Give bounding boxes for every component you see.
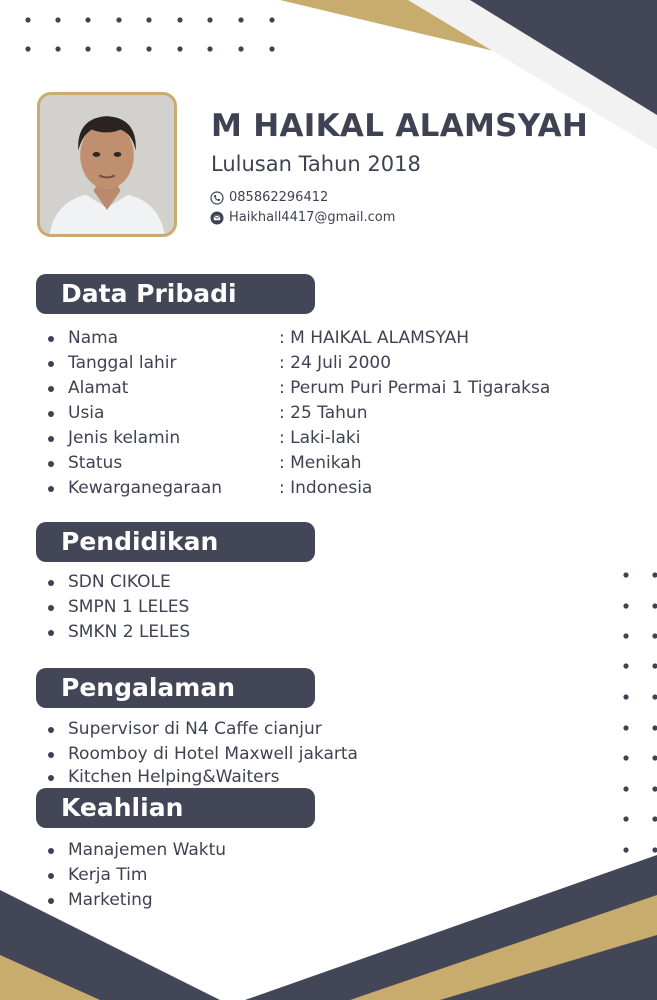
list-item: Manajemen Waktu [45,838,226,863]
row-label: Status [68,453,123,473]
profile-photo [37,92,177,237]
personal-data-row [45,476,550,501]
section-header-data-pribadi: Data Pribadi [36,274,315,314]
section-header-keahlian: Keahlian [36,788,315,828]
row-label: Kewarganegaraan [68,478,223,498]
phone-icon [210,191,224,205]
list-item: SDN CIKOLE [45,570,190,595]
list-item: Kerja Tim [45,863,226,888]
contact-phone [210,190,328,205]
personal-data-row [45,401,550,426]
row-value: : 25 Tahun [279,403,368,423]
row-label: Nama [68,328,119,348]
experience-list [45,717,358,787]
full-name: M HAIKAL ALAMSYAH [211,108,589,144]
row-label: Tanggal lahir [68,353,177,373]
row-value: : Laki-laki [279,428,361,448]
section-header-pendidikan: Pendidikan [36,522,315,562]
personal-data-row [45,351,550,376]
row-value: : Indonesia [279,478,373,498]
personal-data-list [45,326,550,501]
list-item: SMPN 1 LELES [45,595,190,620]
personal-data-row [45,426,550,451]
section-header-pengalaman: Pengalaman [36,668,315,708]
row-value: : M HAIKAL ALAMSYAH [279,328,470,348]
graduation-subtitle: Lulusan Tahun 2018 [211,152,421,176]
list-item: Kitchen Helping&Waiters [45,767,358,787]
personal-data-row [45,451,550,476]
list-item: Supervisor di N4 Caffe cianjur [45,717,358,742]
list-item: Marketing [45,888,226,913]
row-value: : Perum Puri Permai 1 Tigaraksa [279,378,551,398]
row-label: Jenis kelamin [68,428,181,448]
email-address[interactable]: Haikhall4417@gmail.com [229,210,396,225]
skills-list [45,838,226,913]
list-item: SMKN 2 LELES [45,620,190,645]
row-value: : Menikah [279,453,362,473]
row-value: : 24 Juli 2000 [279,353,392,373]
list-item: Roomboy di Hotel Maxwell jakarta [45,742,358,767]
education-list [45,570,190,645]
row-label: Alamat [68,378,129,398]
email-icon [210,211,224,225]
personal-data-row [45,376,550,401]
phone-number[interactable]: 085862296412 [229,190,329,205]
contact-email [210,210,395,225]
row-label: Usia [68,403,105,423]
personal-data-row [45,326,550,351]
